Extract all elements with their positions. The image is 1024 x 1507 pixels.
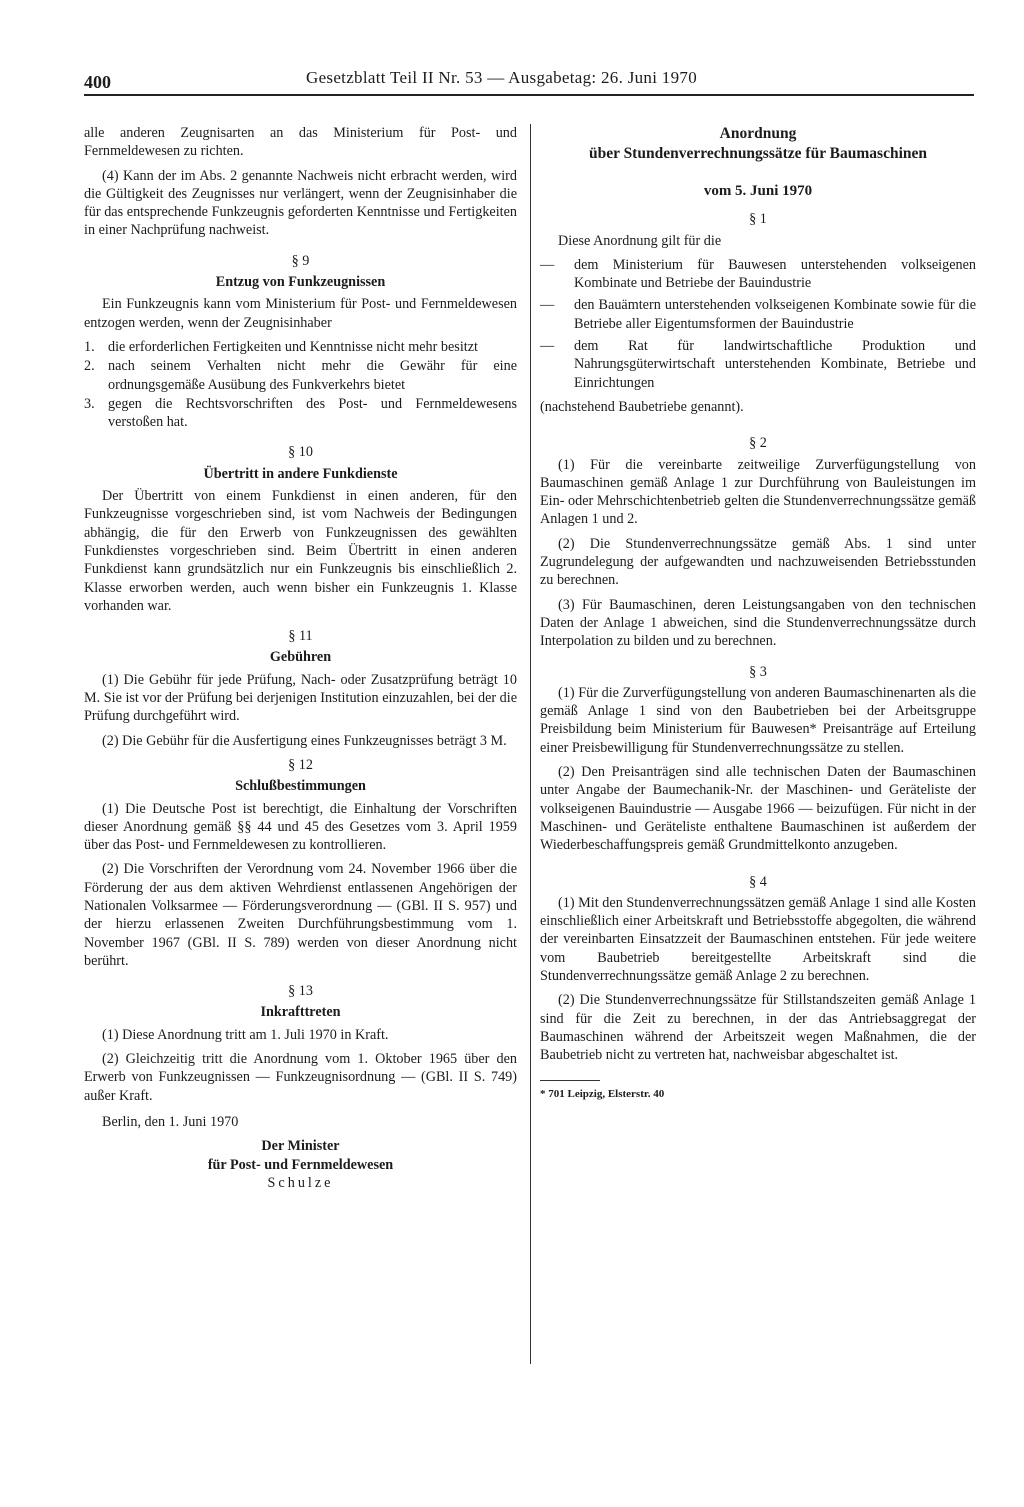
footnote-rule: [540, 1080, 600, 1081]
section-12-number: § 12: [288, 756, 313, 773]
page-header: [84, 64, 974, 96]
right-column: [540, 124, 976, 1104]
signature-place-date: Berlin, den 1. Juni 1970: [102, 1113, 239, 1130]
section-3-number: § 3: [749, 663, 767, 680]
section-1-list: [540, 256, 976, 392]
section-11-title: Gebühren: [269, 649, 332, 666]
list-item: 2. nach seinem Verhalten nicht mehr die Gewähr für eine ordnungsgemäße Ausübung des Funkverkehrs bietet: [84, 358, 517, 393]
list-item: — den Bauämtern unterstehenden volkseigenen Kombinate sowie für die Betriebe aller Eigentumsformen der Bauindustrie: [540, 297, 976, 332]
list-item: 1. die erforderlichen Fertigkeiten und Kenntnisse nicht mehr besitzt: [84, 338, 478, 355]
document-date: vom 5. Juni 1970: [703, 183, 813, 199]
section-13-title: Inkrafttreten: [260, 1004, 341, 1021]
header-title: Gesetzblatt Teil II Nr. 53 — Ausgabetag: 26. Juni 1970: [306, 68, 697, 87]
section-9-list: [84, 338, 517, 431]
page-number: 400: [84, 72, 111, 92]
section-11-p2: (2) Die Gebühr für die Ausfertigung eines Funkzeugnisses beträgt 3 M.: [102, 732, 507, 749]
intro-paragraph: alle anderen Zeugnisarten an das Ministerium für Post- und Fernmeldewesen zu richten.: [84, 125, 517, 160]
section-13-p1: (1) Diese Anordnung tritt am 1. Juli 1970 in Kraft.: [102, 1026, 389, 1043]
section-1-tail: (nachstehend Baubetriebe genannt).: [540, 398, 744, 415]
section-3-p1: (1) Für die Zurverfügungstellung von anderen Baumaschinenarten als die gemäß Anlage 1 sind von den Baubetrieben bei der Arbeitsgruppe Preisbildung beim Ministerium für Bauwesen* Preisanträge auf Erteilung einer Preisbewilligung für Stundenverrechnungssätze zu stellen.: [540, 684, 976, 756]
left-column: [84, 124, 517, 1192]
column-divider: [530, 124, 531, 1364]
section-12-p1: (1) Die Deutsche Post ist berechtigt, die Einhaltung der Vorschriften dieser Anordnung gemäß §§ 44 und 45 des Gesetzes vom 3. April 1959 über das Post- und Fernmeldewesen zu kontrollieren.: [84, 800, 517, 854]
section-10-text: Der Übertritt von einem Funkdienst in einen anderen, für den Funkzeugnisse vorgeschrieben sind, ist vom Nachweis der Bedingungen abhängig, die für den Erwerb von Funkzeugnissen des gewählten Funkdienstes vorgeschrieben sind. Beim Übertritt in einen anderen Funkdienst kann grundsätzlich nur ein Funkzeugnis bis einschließlich 2. Klasse erworben werden, auch wenn bisher ein Funkzeugnis 1. Klasse vorhanden war.: [84, 488, 517, 614]
list-item: — dem Rat für landwirtschaftliche Produktion und Nahrungsgüterwirtschaft unterstehenden Kombinate, Betriebe und Einrichtungen: [540, 338, 976, 391]
section-4-number: § 4: [749, 873, 767, 890]
document-title-2: über Stundenverrechnungssätze für Baumaschinen: [588, 145, 928, 162]
list-item: 3. gegen die Rechtsvorschriften des Post- und Fernmeldewesens verstoßen hat.: [84, 395, 517, 431]
list-item: — dem Ministerium für Bauwesen unterstehenden volkseigenen Kombinate und Betriebe der Bauindustrie: [540, 256, 976, 292]
section-3-p2: (2) Den Preisanträgen sind alle technischen Daten der Baumaschinen unter Angabe der Baumechanik-Nr. der Maschinen- und Geräteliste der volkseigenen Bauindustrie — Ausgabe 1966 — beizufügen. Für nicht in der Maschinen- und Geräteliste enthaltene Baumaschinen ist außerdem der Wiederbeschaffungspreis gemäß Grundmittelkonto anzugeben.: [540, 764, 976, 854]
section-10-number: § 10: [288, 444, 313, 461]
footnote: * 701 Leipzig, Elsterstr. 40: [540, 1088, 665, 1101]
section-2-number: § 2: [749, 435, 767, 452]
section-13-p2: (2) Gleichzeitig tritt die Anordnung vom 1. Oktober 1965 über den Erwerb von Funkzeugnissen — Funkzeugnisordnung — (GBl. II S. 749) außer Kraft.: [84, 1051, 517, 1104]
section-9-title: Entzug von Funkzeugnissen: [215, 274, 386, 291]
section-10-title: Übertritt in andere Funkdienste: [203, 465, 398, 482]
document-title-1: Anordnung: [719, 125, 797, 142]
section-4-p2: (2) Die Stundenverrechnungssätze für Stillstandszeiten gemäß Anlage 1 sind für die Zeit zu berechnen, in der das Antriebsaggregat der Baumaschinen während der Arbeitszeit wegen Maßnahmen, die der Baubetrieb nicht zu vertreten hat, nachweisbar abgeschaltet ist.: [540, 992, 976, 1064]
section-1-text: Diese Anordnung gilt für die: [558, 232, 722, 249]
section-13-number: § 13: [288, 983, 313, 1000]
section-12-p2: (2) Die Vorschriften der Verordnung vom 24. November 1966 über die Förderung der aus dem aktiven Wehrdienst entlassenen Angehörigen der Nationalen Volksarmee — Förderungsverordnung — (GBl. II S. 957) und der hierzu erlassenen Zweiten Durchführungsbestimmung vom 1. November 1967 (GBl. II S. 789) werden von dieser Anordnung nicht berührt.: [84, 861, 517, 969]
section-9-number: § 9: [291, 252, 310, 269]
signature-name: Schulze: [267, 1174, 334, 1191]
paragraph-4: (4) Kann der im Abs. 2 genannte Nachweis nicht erbracht werden, wird die Gültigkeit des Zeugnisses nur verlängert, wenn der Zeugnisinhaber die für das entsprechende Funkzeugnis geforderten Kenntnisse und Fertigkeiten in einer Nachprüfung nachweist.: [84, 167, 517, 239]
section-2-p3: (3) Für Baumaschinen, deren Leistungsangaben von den technischen Daten der Anlage 1 abweichen, sind die Stundenverrechnungssätze durch Interpolation zu bilden und zu berechnen.: [540, 596, 976, 650]
section-11-p1: (1) Die Gebühr für jede Prüfung, Nach- oder Zusatzprüfung beträgt 10 M. Sie ist vor der Prüfung bei derjenigen Institution einzuzahlen, bei der die Prüfung durchgeführt wird.: [84, 671, 517, 725]
section-4-p1: (1) Mit den Stundenverrechnungssätzen gemäß Anlage 1 sind alle Kosten einschließlich einer Arbeitskraft und Betriebsstoffe abgegolten, die während der vereinbarten Einsatzzeit der Baumaschinen entstehen. Für jede weitere vom Baubetrieb bereitgestellte Arbeitskraft sind die Stundenverrechnungssätze gemäß Anlage 2 zu berechnen.: [540, 894, 976, 984]
section-1-number: § 1: [749, 211, 767, 228]
section-2-p2: (2) Die Stundenverrechnungssätze gemäß Abs. 1 sind unter Zugrundelegung der aufgewandten und nachzuweisenden Betriebsstunden zu berechnen.: [540, 535, 976, 589]
signature-title-2: für Post- und Fernmeldewesen: [207, 1156, 394, 1173]
section-12-title: Schlußbestimmungen: [235, 778, 366, 795]
section-2-p1: (1) Für die vereinbarte zeitweilige Zurverfügungstellung von Baumaschinen gemäß Anlage 1 zur Durchführung von Bauleistungen im Ein- oder Mehrschichtenbetrieb gelten die Stundenverrechnungssätze gemäß Anlagen 1 und 2.: [540, 456, 976, 528]
signature-title-1: Der Minister: [261, 1138, 340, 1155]
section-11-number: § 11: [288, 628, 313, 645]
section-9-text: Ein Funkzeugnis kann vom Ministerium für Post- und Fernmeldewesen entzogen werden, wenn der Zeugnisinhaber: [84, 296, 517, 331]
